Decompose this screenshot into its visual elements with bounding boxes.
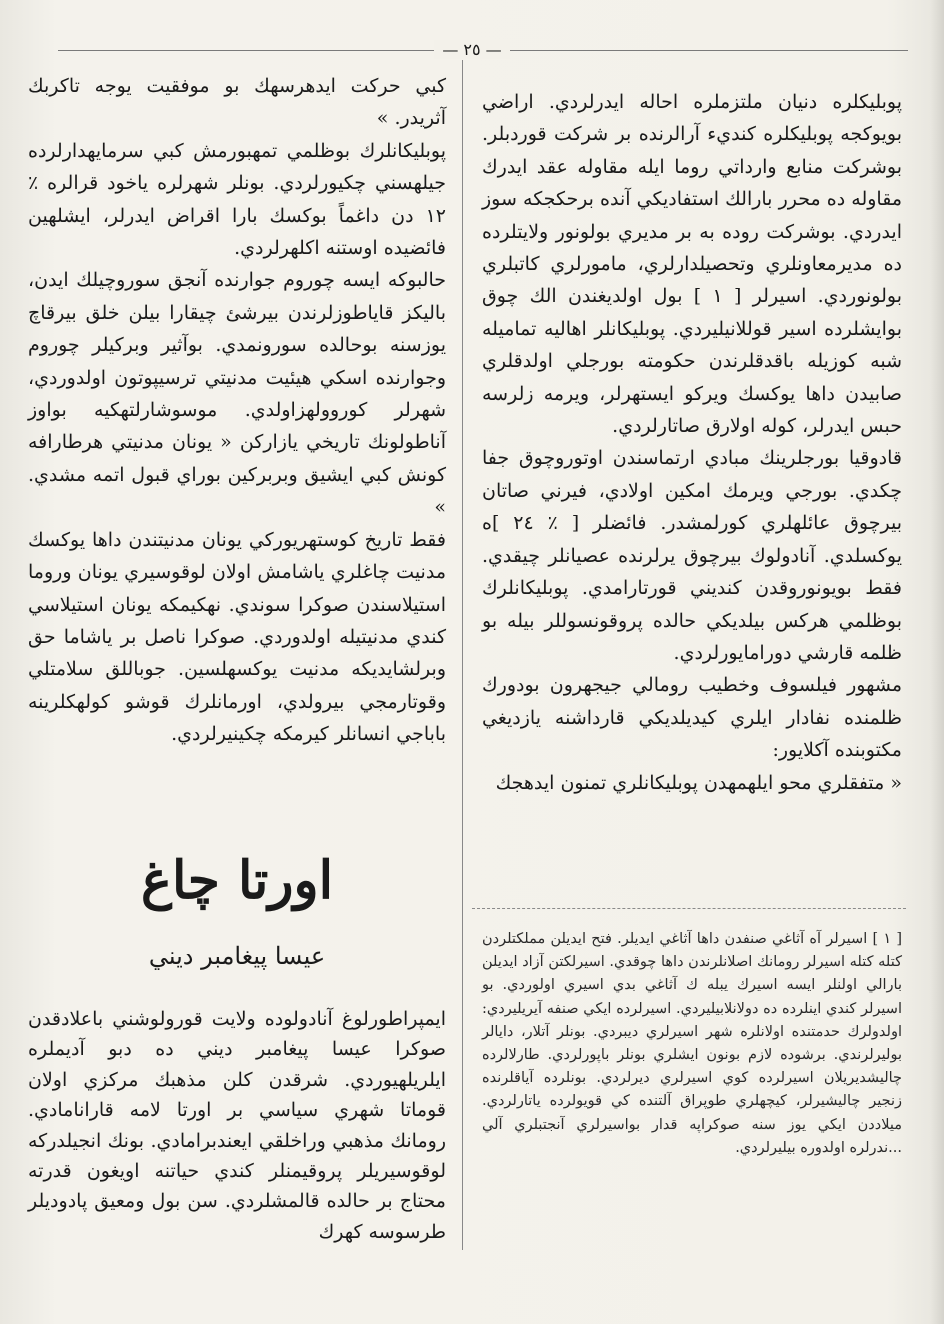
left-paragraph-1: كبي حركت ايدهرسهك بو موفقيت يوجه تاكربك آثريدر. » bbox=[28, 75, 446, 130]
right-paragraph-1: پوبليكلره دنيان ملتزملره احاله ايدرلردي. اراضي بويوكجه پوبليكلره كنديء آرالرنده بر شركت قوردبلر. بوشركت منابع وارداتي روما ايله مقاوله عقد ايدرك مقاوله ده محرر بارالك استفاديكي آنده برحكجكه سوز ايدردي. بوشركت روده به بر مديري بولونور ولايتلرده ده مديرمعاونلري وتحصيلدارلري، مامورلري كاتبلري بولونوردي. اسيرلر [ ١ ] بول اولديغندن الك چوق بوايشلرده اسير قوللانيليردي. پوبليكانلر اهاليه تماميله شبه كوزيله باقدقلرندن حكومته بورجلي اولدقلري صابيدن داها يوكسك ويركو ايستهرلر، ويرمه زلرسه حبس ايدرلر، كوله اولارق صاتارلردي. bbox=[482, 91, 903, 438]
left-paragraph-3: حالبوكه ايسه چوروم جوارنده آنجق سوروچيلك ايدن، باليكز قاياطوزلرندن بيرشئ چيقارا بيلن خلق بيرقاچ يوزسنه بوحالده سورونمدي. بوآثير وبركيلر چوروم وجوارنده اسكي هيئيت مدنيتي ترسيپوتون اولدوردي، شهرلر كوروولهزاولدي. موسوشارلتهكيه بواوز آناطولونك تاريخي يازاركن « يونان مدنيتي هرطارافه كونش كبي ايشيق وبربركين بوراي قبول اتمه مشدي. » bbox=[28, 269, 446, 519]
column-divider bbox=[462, 60, 463, 1250]
left-paragraph-2: پوبليكانلرك بوظلمي تمهبورمش كبي سرمايهدارلرده جيلهسني چكيورلردي. بونلر شهرلره ياخود قرالره ٪ ١٢ دن داغماً بوكسك بارا اقراض ايدرلر، ايشلهين فائضيده اوستنه اكلهرلردي. bbox=[28, 139, 446, 260]
right-paragraph-3: مشهور فيلسوف وخطيب رومالي جيجهرون بودورك ظلمنده نفادار ايلري كيديلديكي قارداشنه يازديغي مكتوبنده آكلايور: bbox=[482, 674, 902, 762]
left-column bbox=[28, 70, 446, 751]
page-number bbox=[0, 40, 944, 59]
left-paragraph-4: فقط تاريخ كوستهريوركي يونان مدنيتندن داها يوكسك مدنيت چاغلري ياشامش اولان لوقوسيري يونان وروما استيلاسندن صوكرا سوندي. نهكيمكه يونان استيلاسي كندي مدنيتيله اولدوردي. صوكرا ناصل بر ياشاما حق وبرلشايديكه مدنيت يوكسهلسين. جوباللق سلامتلي وقوتارمجي بيرولدي، اورمانلرك قوشو كولهكلرينه باباجي انسانلر كيرمكه چكينيرلردي. bbox=[28, 528, 446, 746]
article-title: اورتا چاغ bbox=[140, 850, 334, 911]
right-column bbox=[482, 86, 902, 799]
scan-edge-shadow bbox=[930, 0, 944, 1324]
right-paragraph-4: « متفقلري محو ايلهمهدن پوبليكانلري تمنون ايدهجك bbox=[495, 771, 902, 794]
article-body bbox=[28, 1004, 446, 1247]
footnote-1: [ ١ ] اسيرلر آه آثاغي صنفدن داها آثاغي ايديلر. فتح ايديلن مملكتلردن كتله كتله اسيرلر رومانك اصلانلرندن داها چوقدي. اسيرلكتن آزاد ايديلن بارالي اولنلر ايسه اسيرك يبله ك آثاغي بدي اسيري اولوردي. بو اسيرلر كندي اينلرده ده دولانلابيليردي. اسيرلرده ايكي صنفه آيريليردي: اولدولرك حدمتنده اولانلره شهر اسيرلري ديبردي. بونلر آتلار، دايالر بوليرلرندي. برشوده لازم بونون ايشلري بونلر باپورلردي. طارلالرده چاليشديريلان اسيرلرده كوي اسيرلري ديرلردي. بونلرده آياقلرنده زنجير چاليشيرلر، كيچهلري طوپراق آلتنده كي قويولرده ياتارلردي. ميلاددن ايكي يوز سنه صوكراپه قدار بواسيرلري آنجتبلري آلي ...ندرلره اولدوره بيليرلردي. bbox=[482, 931, 902, 1156]
page-number-text: — ٢٥ — bbox=[434, 40, 509, 59]
article-subtitle: عيسا پيغامبر ديني bbox=[148, 942, 326, 970]
article-body-text: ايمپراطورلوغ آنادولوده ولايت قورولوشني باعلادقدن صوكرا عيسا پيغامبر ديني ده دبو آديملره ايلريلهيوردي. شرقدن كلن مذهبك مركزي اولان قوماتا شهري سياسي بر اورتا لامه قارانامادي. رومانك مذهبي وراخلقي ايعندبرامادي. بونك انجيلدركه لوقوسيريلر پروقيمنلر كندي حياتنه اويغون قدرته محتاج بر حالده قالمشلردي. سن بول ومعيق پادوديلر طرسوسه كهرك bbox=[28, 1008, 446, 1243]
right-paragraph-2: قادوقيا بورجلرينك مبادي ارتماسندن اوتوروچوق جفا چكدي. بورجي ويرمك امكين اولادي، فيرني صاتان بيرچوق عائلهلري كورلمشدر. فائضلر [ ٪ ٢٤ ]ه يوكسلدي. آنادولوك بيرچوق يرلرنده عصيانلر چيقدي. فقط بويونوروقدن كنديني قورتارامدي. پوبليكانلرك بوظلمي هركس بيلديكي حالده پروقونسوللر بيله بو ظلمه قارشي دورامايورلردي. bbox=[482, 447, 902, 664]
footnotes bbox=[482, 928, 902, 1160]
footnote-rule bbox=[472, 908, 906, 909]
